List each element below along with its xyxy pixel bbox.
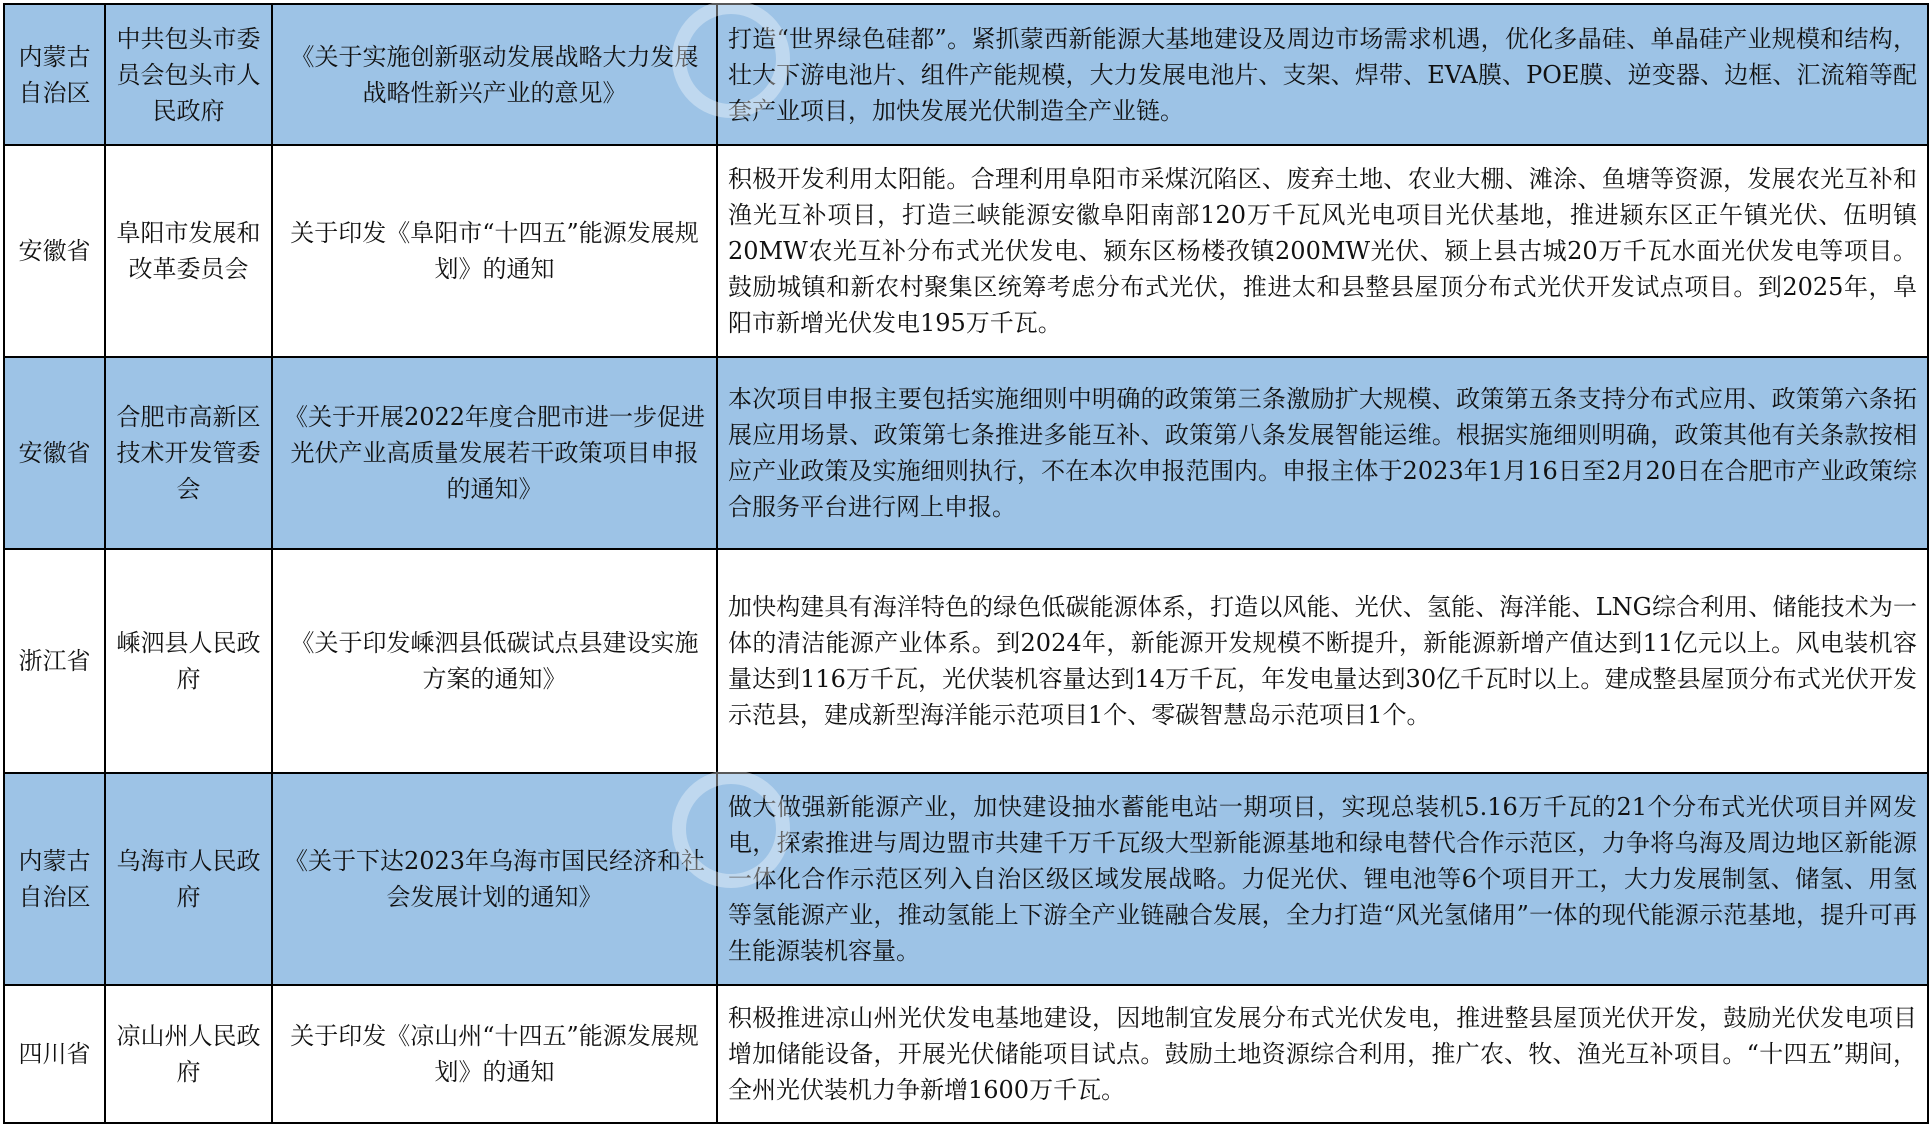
policy-table bbox=[3, 3, 1929, 1124]
table-row bbox=[4, 145, 1928, 357]
issuer-cell: 嵊泗县人民政府 bbox=[105, 549, 272, 773]
region-cell: 内蒙古自治区 bbox=[4, 773, 105, 985]
table-row bbox=[4, 357, 1928, 549]
policy-title-cell: 《关于实施创新驱动发展战略大力发展战略性新兴产业的意见》 bbox=[272, 4, 717, 145]
policy-content-cell: 积极推进凉山州光伏发电基地建设，因地制宜发展分布式光伏发电，推进整县屋顶光伏开发，鼓励光伏发电项目增加储能设备，开展光伏储能项目试点。鼓励土地资源综合利用，推广农、牧、渔光互补项目。“十四五”期间，全州光伏装机力争新增1600万千瓦。 bbox=[717, 985, 1928, 1123]
policy-content-cell: 本次项目申报主要包括实施细则中明确的政策第三条激励扩大规模、政策第五条支持分布式应用、政策第六条拓展应用场景、政策第七条推进多能互补、政策第八条发展智能运维。根据实施细则明确，政策其他有关条款按相应产业政策及实施细则执行，不在本次申报范围内。申报主体于2023年1月16日至2月20日在合肥市产业政策综合服务平台进行网上申报。 bbox=[717, 357, 1928, 549]
policy-title-cell: 《关于下达2023年乌海市国民经济和社会发展计划的通知》 bbox=[272, 773, 717, 985]
region-cell: 安徽省 bbox=[4, 357, 105, 549]
policy-content-cell: 积极开发利用太阳能。合理利用阜阳市采煤沉陷区、废弃土地、农业大棚、滩涂、鱼塘等资源，发展农光互补和渔光互补项目，打造三峡能源安徽阜阳南部120万千瓦风光电项目光伏基地，推进颍东区正午镇光伏、伍明镇20MW农光互补分布式光伏发电、颍东区杨楼孜镇200MW光伏、颍上县古城20万千瓦水面光伏发电等项目。鼓励城镇和新农村聚集区统筹考虑分布式光伏，推进太和县整县屋顶分布式光伏开发试点项目。到2025年，阜阳市新增光伏发电195万千瓦。 bbox=[717, 145, 1928, 357]
policy-content-cell: 做大做强新能源产业，加快建设抽水蓄能电站一期项目，实现总装机5.16万千瓦的21个分布式光伏项目并网发电，探索推进与周边盟市共建千万千瓦级大型新能源基地和绿电替代合作示范区，力争将乌海及周边地区新能源一体化合作示范区列入自治区级区域发展战略。力促光伏、锂电池等6个项目开工，大力发展制氢、储氢、用氢等氢能源产业，推动氢能上下游全产业链融合发展，全力打造“风光氢储用”一体的现代能源示范基地，提升可再生能源装机容量。 bbox=[717, 773, 1928, 985]
issuer-cell: 中共包头市委员会包头市人民政府 bbox=[105, 4, 272, 145]
region-cell: 四川省 bbox=[4, 985, 105, 1123]
table-row bbox=[4, 549, 1928, 773]
policy-title-cell: 关于印发《阜阳市“十四五”能源发展规划》的通知 bbox=[272, 145, 717, 357]
region-cell: 安徽省 bbox=[4, 145, 105, 357]
policy-title-cell: 关于印发《凉山州“十四五”能源发展规划》的通知 bbox=[272, 985, 717, 1123]
issuer-cell: 凉山州人民政府 bbox=[105, 985, 272, 1123]
table-row bbox=[4, 4, 1928, 145]
table-row bbox=[4, 985, 1928, 1123]
region-cell: 浙江省 bbox=[4, 549, 105, 773]
table-row bbox=[4, 773, 1928, 985]
policy-title-cell: 《关于开展2022年度合肥市进一步促进光伏产业高质量发展若干政策项目申报的通知》 bbox=[272, 357, 717, 549]
issuer-cell: 阜阳市发展和改革委员会 bbox=[105, 145, 272, 357]
policy-content-cell: 加快构建具有海洋特色的绿色低碳能源体系，打造以风能、光伏、氢能、海洋能、LNG综合利用、储能技术为一体的清洁能源产业体系。到2024年，新能源开发规模不断提升，新能源新增产值达到11亿元以上。风电装机容量达到116万千瓦，光伏装机容量达到14万千瓦，年发电量达到30亿千瓦时以上。建成整县屋顶分布式光伏开发示范县，建成新型海洋能示范项目1个、零碳智慧岛示范项目1个。 bbox=[717, 549, 1928, 773]
policy-title-cell: 《关于印发嵊泗县低碳试点县建设实施方案的通知》 bbox=[272, 549, 717, 773]
issuer-cell: 合肥市高新区技术开发管委会 bbox=[105, 357, 272, 549]
policy-content-cell: 打造“世界绿色硅都”。紧抓蒙西新能源大基地建设及周边市场需求机遇，优化多晶硅、单晶硅产业规模和结构，壮大下游电池片、组件产能规模，大力发展电池片、支架、焊带、EVA膜、POE膜、逆变器、边框、汇流箱等配套产业项目，加快发展光伏制造全产业链。 bbox=[717, 4, 1928, 145]
region-cell: 内蒙古自治区 bbox=[4, 4, 105, 145]
issuer-cell: 乌海市人民政府 bbox=[105, 773, 272, 985]
